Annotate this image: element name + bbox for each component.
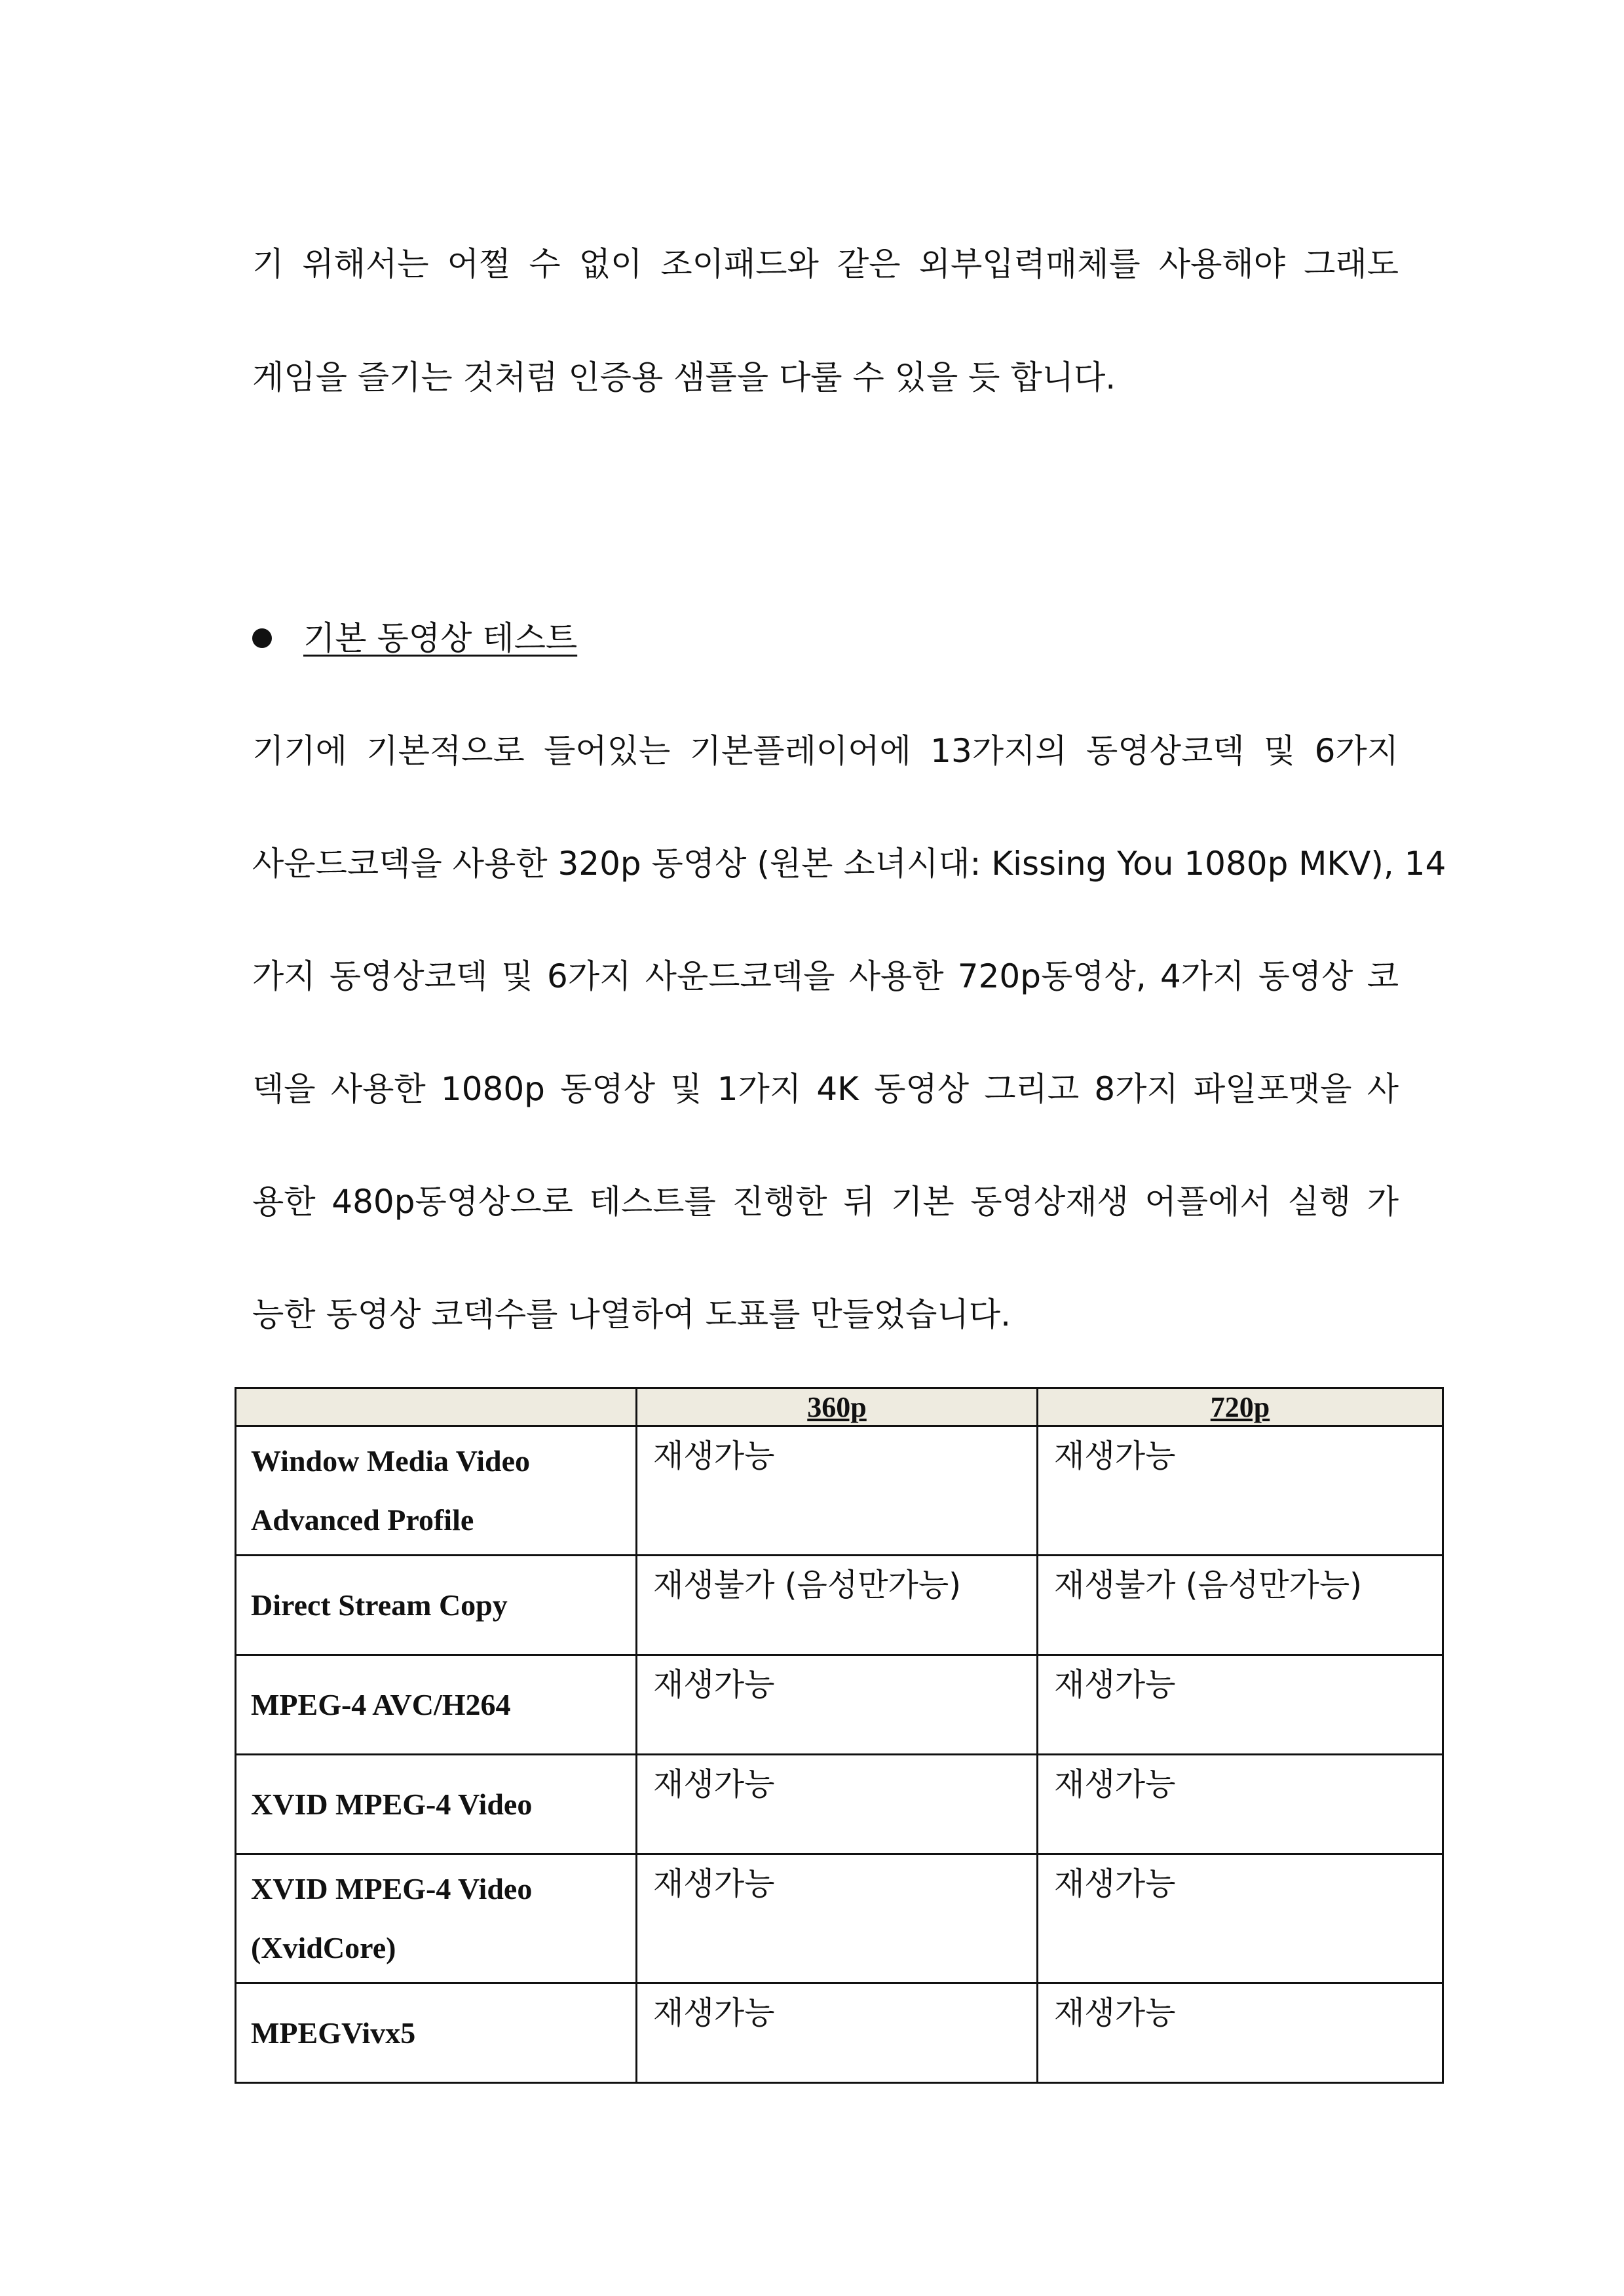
playback-360p: 재생가능 xyxy=(637,1983,1038,2083)
playback-360p: 재생가능 xyxy=(637,1426,1038,1556)
playback-360p: 재생가능 xyxy=(637,1854,1038,1983)
codec-name: XVID MPEG-4 Video xyxy=(251,1787,533,1821)
paragraph-line: 기기에 기본적으로 들어있는 기본플레이어에 13가지의 동영상코덱 및 6가지 xyxy=(252,732,1399,770)
section-heading xyxy=(252,615,577,662)
codec-name-cell xyxy=(236,1426,637,1556)
codec-name: Direct Stream Copy xyxy=(251,1588,508,1622)
codec-name: MPEG-4 AVC/H264 xyxy=(251,1687,511,1721)
bullet-icon xyxy=(252,628,272,648)
codec-name: Advanced Profile xyxy=(251,1503,474,1537)
codec-name-cell xyxy=(236,1556,637,1655)
paragraph-line: 기 위해서는 어쩔 수 없이 조이패드와 같은 외부입력매체를 사용해야 그래도 xyxy=(252,245,1399,283)
table-row xyxy=(236,1655,1443,1755)
paragraph-line: 가지 동영상코덱 및 6가지 사운드코덱을 사용한 720p동영상, 4가지 동영상 코 xyxy=(252,957,1399,995)
codec-name-cell xyxy=(236,1755,637,1854)
codec-name-cell xyxy=(236,1854,637,1983)
playback-720p: 재생가능 xyxy=(1038,1983,1443,2083)
paragraph-line: 덱을 사용한 1080p 동영상 및 1가지 4K 동영상 그리고 8가지 파일포맷을 사 xyxy=(252,1070,1399,1108)
playback-720p: 재생불가 (음성만가능) xyxy=(1038,1556,1443,1655)
table-row xyxy=(236,1854,1443,1983)
playback-720p: 재생가능 xyxy=(1038,1854,1443,1983)
playback-720p: 재생가능 xyxy=(1038,1426,1443,1556)
playback-720p: 재생가능 xyxy=(1038,1755,1443,1854)
paragraph-line: 사운드코덱을 사용한 320p 동영상 (원본 소녀시대: Kissing You 1080p MKV), 14 xyxy=(252,845,1446,883)
paragraph-line: 용한 480p동영상으로 테스트를 진행한 뒤 기본 동영상재생 어플에서 실행 가 xyxy=(252,1183,1399,1221)
paragraph-line: 게임을 즐기는 것처럼 인증용 샘플을 다룰 수 있을 듯 합니다. xyxy=(252,358,1116,396)
table-row xyxy=(236,1426,1443,1556)
codec-name: MPEGVivx5 xyxy=(251,2016,416,2050)
codec-name-cell xyxy=(236,1983,637,2083)
codec-name: (XvidCore) xyxy=(251,1931,396,1964)
codec-name: Window Media Video xyxy=(251,1444,530,1478)
playback-720p: 재생가능 xyxy=(1038,1655,1443,1755)
playback-360p: 재생가능 xyxy=(637,1655,1038,1755)
table-header-row xyxy=(236,1388,1443,1426)
table-row xyxy=(236,1983,1443,2083)
playback-360p: 재생가능 xyxy=(637,1755,1038,1854)
table-row xyxy=(236,1755,1443,1854)
codec-name: XVID MPEG-4 Video xyxy=(251,1872,533,1905)
column-header: 720p xyxy=(1038,1388,1443,1426)
codec-name-cell xyxy=(236,1655,637,1755)
section-heading-text: 기본 동영상 테스트 xyxy=(303,619,578,657)
paragraph-line: 능한 동영상 코덱수를 나열하여 도표를 만들었습니다. xyxy=(252,1295,1011,1333)
column-header xyxy=(236,1388,637,1426)
table-row xyxy=(236,1556,1443,1655)
playback-360p: 재생불가 (음성만가능) xyxy=(637,1556,1038,1655)
codec-table xyxy=(235,1387,1444,2084)
column-header: 360p xyxy=(637,1388,1038,1426)
